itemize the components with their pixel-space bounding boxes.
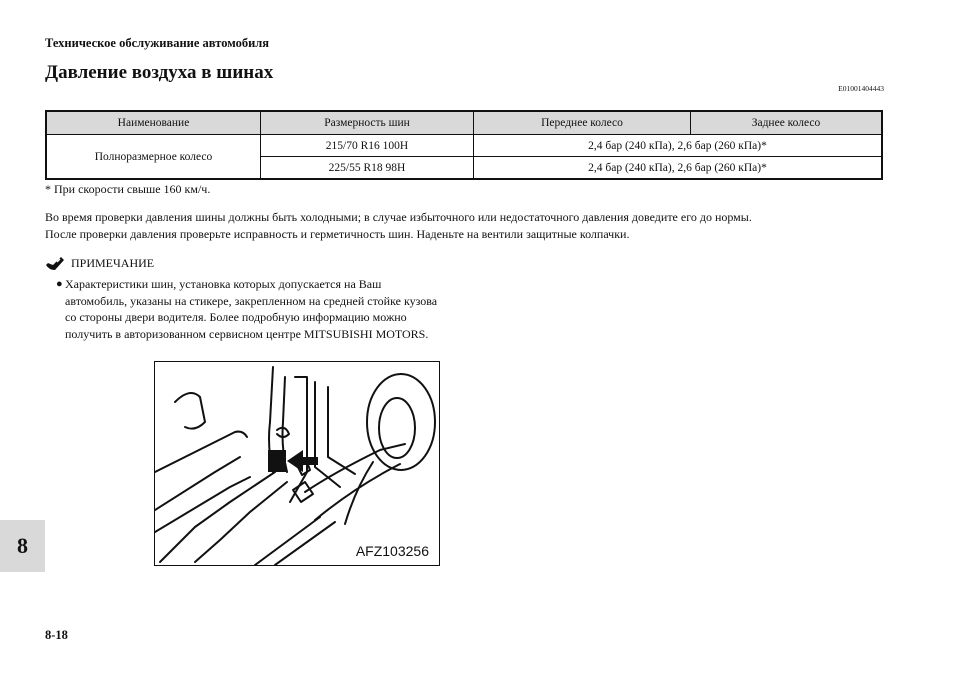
pressure-cell: 2,4 бар (240 кПа), 2,6 бар (260 кПа)* bbox=[474, 135, 883, 157]
door-pillar-drawing bbox=[155, 362, 439, 565]
tire-pressure-table bbox=[45, 110, 883, 180]
section-header: Техническое обслуживание автомобиля bbox=[45, 36, 270, 50]
figure-label: AFZ103256 bbox=[355, 543, 429, 559]
body-paragraph: После проверки давления проверьте исправность и герметичность шин. Наденьте на вентили защитные колпачки. bbox=[45, 227, 630, 241]
column-header-rear: Заднее колесо bbox=[691, 111, 883, 135]
note-text: Характеристики шин, установка которых допускается на Ваш автомобиль, указаны на стикере, закрепленном на средней стойке кузова со стороны двери водителя. Более подробную информацию можно получить в авторизованном сервисном центре MITSUBISHI MOTORS. bbox=[65, 277, 438, 341]
body-paragraph: Во время проверки давления шины должны быть холодными; в случае избыточного или недостаточного давления доведите его до нормы. bbox=[45, 210, 752, 224]
document-code: E01001404443 bbox=[838, 84, 884, 93]
note-item bbox=[56, 276, 445, 342]
column-header-front: Переднее колесо bbox=[474, 111, 691, 135]
tire-size-cell: 225/55 R18 98H bbox=[261, 157, 474, 180]
pressure-cell: 2,4 бар (240 кПа), 2,6 бар (260 кПа)* bbox=[474, 157, 883, 180]
note-pencil-icon bbox=[45, 256, 65, 271]
table-row bbox=[46, 135, 882, 157]
note-heading bbox=[45, 256, 154, 271]
column-header-name: Наименование bbox=[46, 111, 261, 135]
page-title: Давление воздуха в шинах bbox=[45, 62, 274, 83]
door-pillar-illustration bbox=[154, 361, 440, 566]
tire-size-cell: 215/70 R16 100H bbox=[261, 135, 474, 157]
body-text bbox=[45, 209, 895, 243]
bullet-icon: ● bbox=[56, 278, 63, 290]
footnote: * При скорости свыше 160 км/ч. bbox=[45, 182, 211, 196]
row-label-cell: Полноразмерное колесо bbox=[46, 135, 261, 180]
column-header-size: Размерность шин bbox=[261, 111, 474, 135]
chapter-tab: 8 bbox=[0, 520, 45, 572]
note-heading-label: ПРИМЕЧАНИЕ bbox=[71, 256, 155, 270]
table-header-row bbox=[46, 111, 882, 135]
page-number: 8-18 bbox=[45, 628, 68, 642]
